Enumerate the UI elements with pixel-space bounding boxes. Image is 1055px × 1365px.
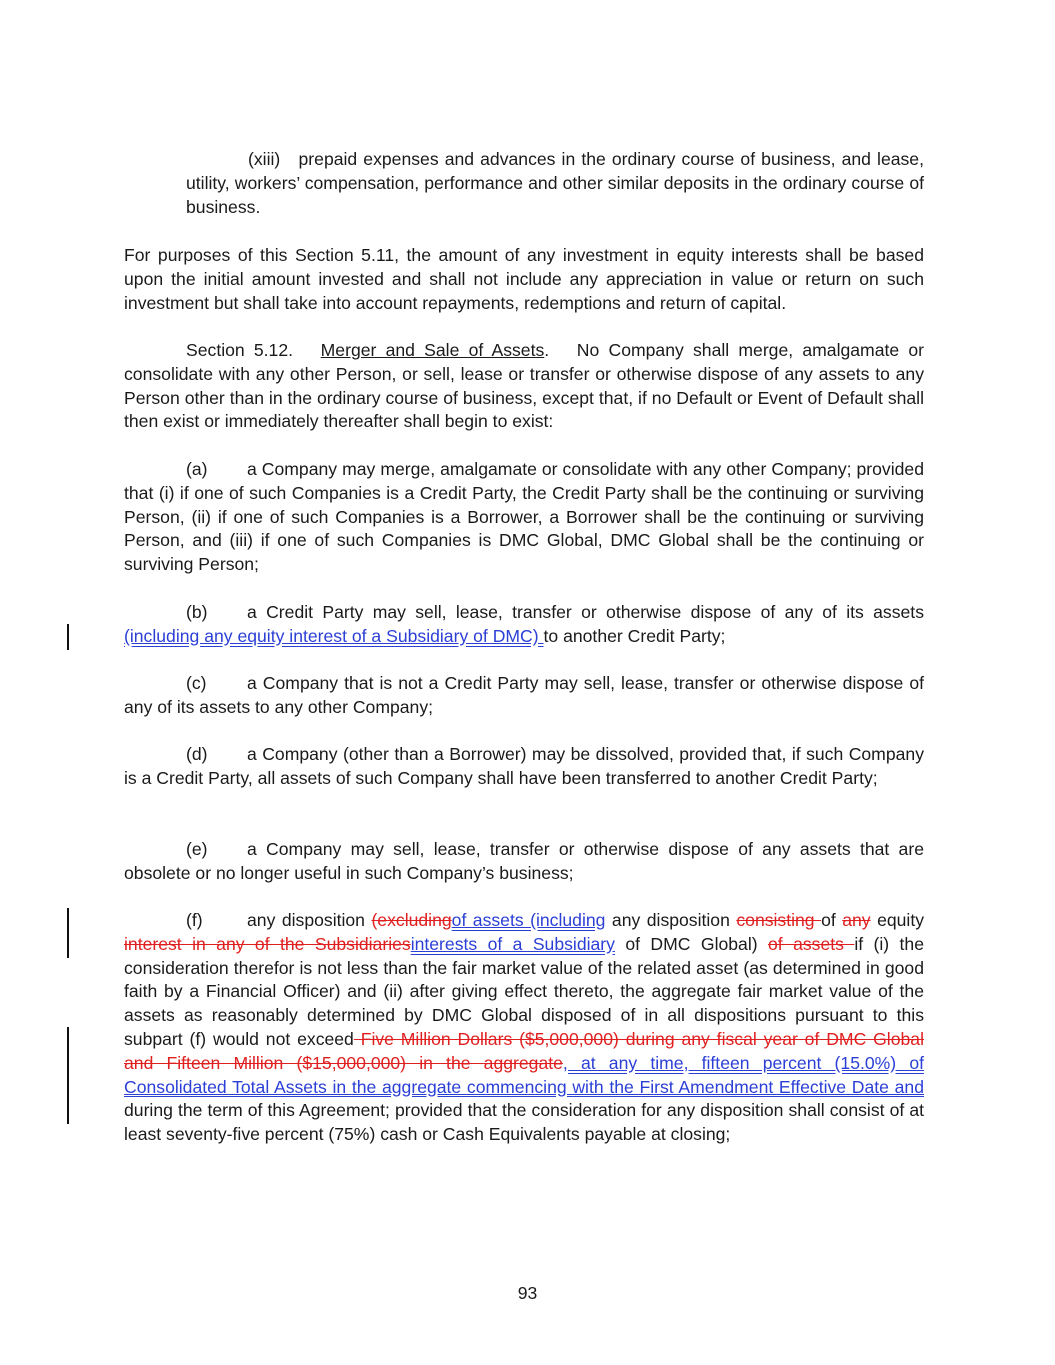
item-f <box>124 909 924 1147</box>
inserted-text: interests of a Subsidiary <box>410 933 615 954</box>
deleted-text: of assets <box>768 933 855 954</box>
deleted-text: interest in any of the Subsidiaries <box>124 933 411 954</box>
change-bar <box>67 1027 69 1124</box>
item-label: (b) <box>186 602 208 622</box>
change-bar <box>67 908 69 958</box>
item-c <box>124 672 924 720</box>
item-text: a Company that is not a Credit Party may sell, lease, transfer or otherwise dispose of any of its assets to any other Company; <box>124 673 924 717</box>
section-5-12 <box>124 339 924 434</box>
item-d <box>124 743 924 791</box>
clause-label: (xiii) <box>248 149 281 169</box>
item-text: if (i) the consideration therefor is not less than the fair market value of the related asset (as determined in good faith by a Financial Officer) and (ii) after giving effect thereto, the aggregate fair market value of the assets as reasonably determined by DMC Global disposed of in all dispositions pursuant to this subpart (f) would not exceed <box>124 933 924 1049</box>
item-text: a Company (other than a Borrower) may be dissolved, provided that, if such Company is a Credit Party, all assets of such Company shall have been transferred to another Credit Party; <box>124 744 924 788</box>
item-label: (c) <box>186 673 207 693</box>
item-text: any disposition <box>605 910 737 930</box>
deleted-text: Five Million Dollars ($5,000,000) during any fiscal year of DMC Global and Fifteen Million ($15,000,000) in the aggregate <box>124 1028 924 1073</box>
item-text: a Credit Party may sell, lease, transfer or otherwise dispose of any of its assets <box>247 602 924 622</box>
item-text: during the term of this Agreement; provided that the consideration for any disposition shall consist of at least seventy-five percent (75%) cash or Cash Equivalents payable at closing; <box>124 1100 924 1145</box>
deleted-text: (excluding <box>371 910 452 930</box>
clause-xiii <box>186 148 924 219</box>
item-label: (d) <box>186 744 208 764</box>
deleted-text: any <box>842 910 871 930</box>
section-heading-period: . <box>544 340 550 360</box>
item-e <box>124 838 924 886</box>
item-text: a Company may sell, lease, transfer or otherwise dispose of any assets that are obsolete or no longer useful in such Company’s business; <box>124 839 924 883</box>
item-b <box>124 601 924 649</box>
item-text: of <box>821 910 843 930</box>
item-label: (e) <box>186 839 208 859</box>
change-bar <box>67 624 69 650</box>
section-heading: Merger and Sale of Assets <box>320 340 545 360</box>
section-number: Section 5.12. <box>186 340 294 360</box>
inserted-text: (including any equity interest of a Subsidiary of DMC) <box>124 625 544 646</box>
paragraph-section-5-11: For purposes of this Section 5.11, the amount of any investment in equity interests shall be based upon the initial amount invested and shall not include any appreciation in value or return on such investment but shall take into account repayments, redemptions and return of capital. <box>124 245 924 313</box>
deleted-text: consisting <box>736 910 822 930</box>
inserted-text: , at any time, fifteen percent (15.0%) of Consolidated Total Assets in the aggregate commencing with the First Amendment Effective Date and <box>124 1052 924 1097</box>
item-label: (a) <box>186 459 208 479</box>
item-a <box>124 458 924 577</box>
page-number: 93 <box>517 1283 538 1303</box>
item-text: any disposition <box>247 910 372 930</box>
inserted-text: of assets (including <box>451 910 606 930</box>
item-text: to another Credit Party; <box>543 625 726 646</box>
item-text: of DMC Global) <box>614 933 768 954</box>
item-label: (f) <box>186 910 203 930</box>
clause-text: prepaid expenses and advances in the ordinary course of business, and lease, utility, workers’ compensation, performance and other similar deposits in the ordinary course of business. <box>186 149 924 217</box>
section-body: No Company shall merge, amalgamate or consolidate with any other Person, or sell, lease or transfer or otherwise dispose of any assets to any Person other than in the ordinary course of business, except that, if no Default or Event of Default shall then exist or immediately thereafter shall begin to exist: <box>124 340 925 432</box>
item-text: equity <box>870 910 925 930</box>
item-text: a Company may merge, amalgamate or consolidate with any other Company; provided that (i) if one of such Companies is a Credit Party, the Credit Party shall be the continuing or surviving Person, (ii) if one of such Companies is a Borrower, a Borrower shall be the continuing or surviving Person, and (iii) if one of such Companies is DMC Global, DMC Global shall be the continuing or surviving Person; <box>124 459 924 575</box>
